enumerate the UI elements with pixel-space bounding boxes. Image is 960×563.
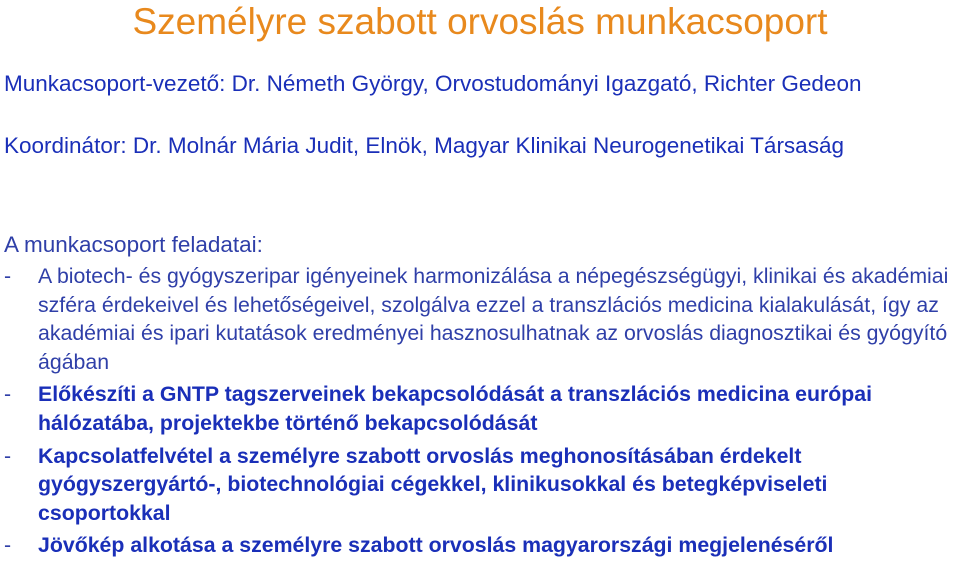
task-item: [4, 442, 956, 528]
task-item: [4, 380, 956, 437]
tasks-list: [4, 262, 956, 560]
task-item: [4, 531, 956, 560]
dash-bullet: -: [4, 533, 12, 558]
task-text: Előkészíti a GNTP tagszerveinek bekapcsolódását a transzlációs medicina európai hálózatába, projektekbe történő bekapcsolódását: [38, 382, 873, 435]
task-text: Kapcsolatfelvétel a személyre szabott orvoslás meghonosításában érdekelt gyógyszergyártó-, biotechnológiai cégekkel, klinikusokkal és betegképviseleti csoportokkal: [38, 443, 828, 525]
dash-bullet: -: [4, 264, 12, 288]
task-text: Jövőkép alkotása a személyre szabott orvoslás magyarországi megjelenéséről: [38, 533, 834, 558]
task-item: [4, 262, 956, 376]
tasks-heading: A munkacsoport feladatai:: [4, 232, 263, 257]
dash-bullet: -: [4, 443, 12, 468]
coordinator: Koordinátor: Dr. Molnár Mária Judit, Elnök, Magyar Klinikai Neurogenetikai Társaság: [4, 133, 844, 158]
task-text: A biotech- és gyógyszeripar igényeinek harmonizálása a népegészségügyi, klinikai és akadémiai szféra érdekeivel és lehetőségeivel, szolgálva ezzel a transzlációs medicina kialakulását, így az akadémiai és ipari kutatások eredményei hasznosulhatnak az orvoslás diagnosztikai és gyógyító ágában: [38, 264, 949, 374]
dash-bullet: -: [4, 382, 12, 407]
working-group-leader: Munkacsoport-vezető: Dr. Németh György, Orvostudományi Igazgató, Richter Gedeon: [4, 71, 862, 96]
slide-title: Személyre szabott orvoslás munkacsoport: [132, 1, 828, 42]
